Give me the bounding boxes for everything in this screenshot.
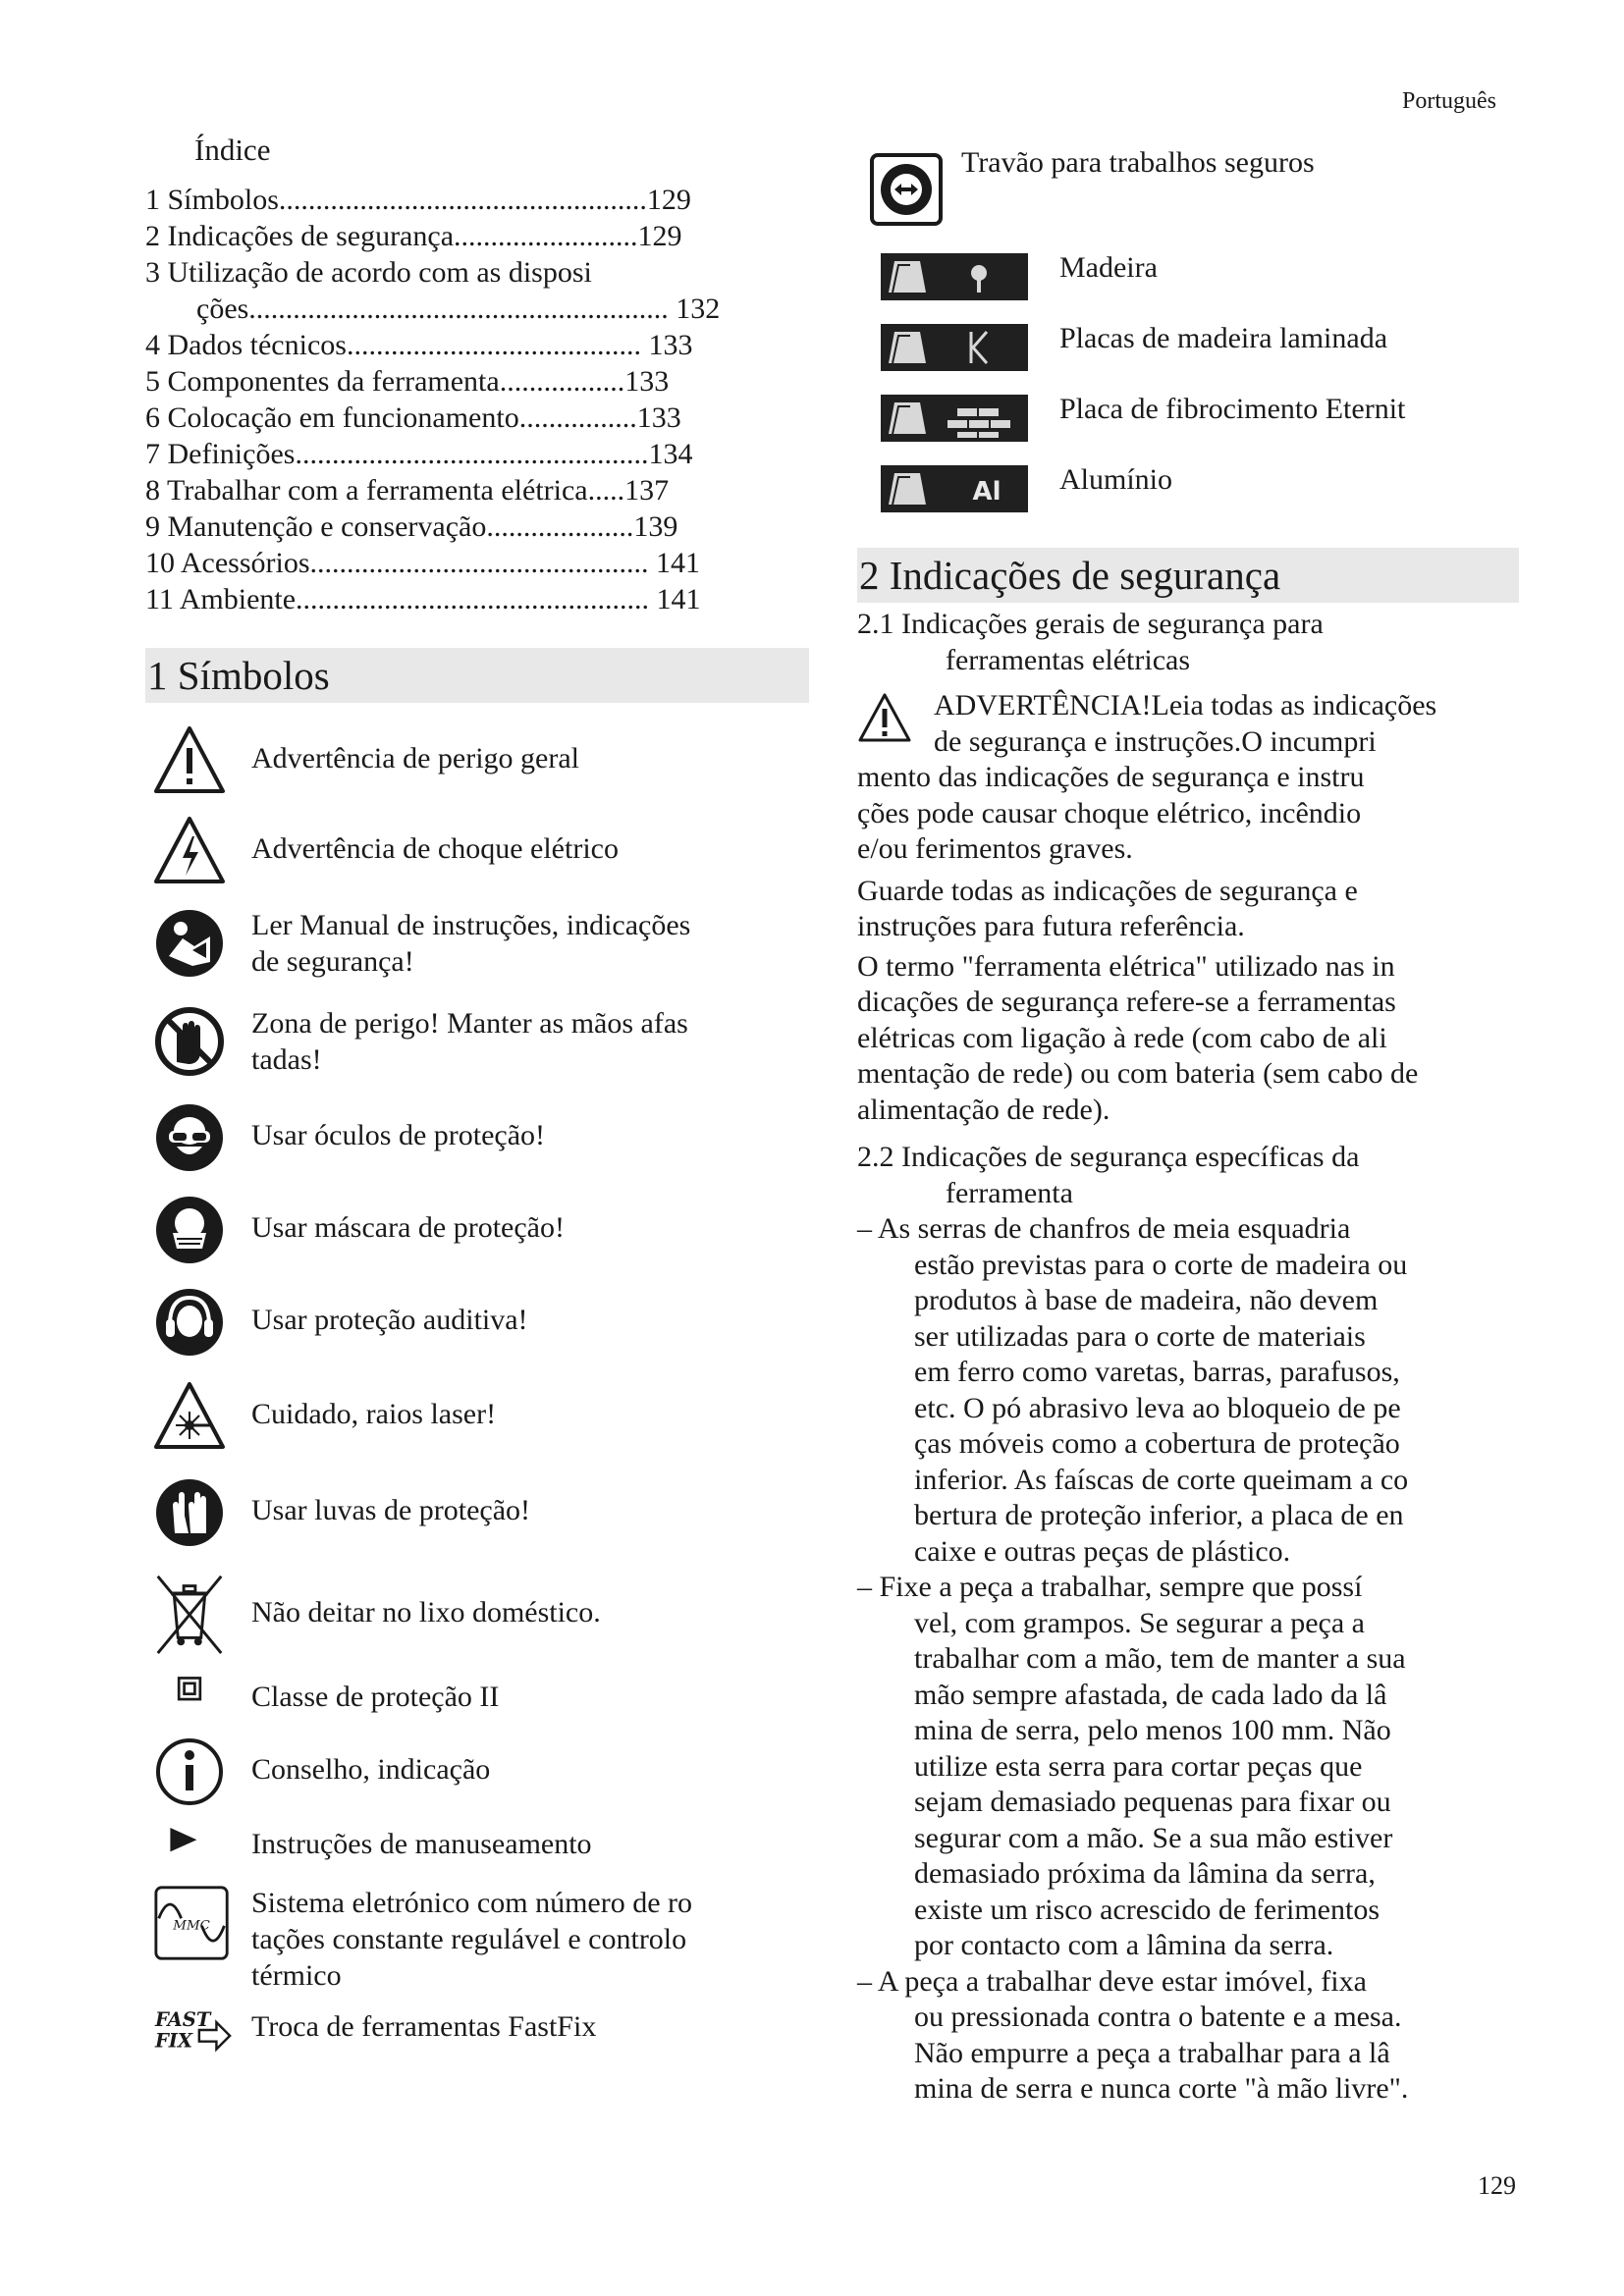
brake-label: Travão para trabalhos seguros (961, 146, 1315, 179)
bullet-line: mina de serra, pelo menos 100 mm. Não (914, 1714, 1391, 1746)
bullet-line: ou pressionada contra o batente e a mesa. (914, 2001, 1402, 2033)
bullet-line: Não empurre a peça a trabalhar para a lâ (914, 2036, 1390, 2069)
symbol-label: Conselho, indicação (251, 1753, 491, 1786)
bullet-line: – A peça a trabalhar deve estar imóvel, fixa (857, 1964, 1367, 1998)
material-label: Placa de fibrocimento Eternit (1059, 393, 1406, 425)
subsection-heading (857, 1140, 1525, 1211)
toc-entry: 1 Símbolos..................................................129 (145, 184, 691, 216)
symbol-label: tações constante regulável e controlo (251, 1923, 687, 1955)
dust-mask-icon (153, 1194, 226, 1266)
bullet-line: utilize esta serra para cortar peças que (914, 1749, 1363, 1783)
symbol-label: Não deitar no lixo doméstico. (251, 1596, 601, 1629)
fastfix-label-2: FIX (154, 2029, 193, 2053)
bullet-line: sejam demasiado pequenas para fixar ou (914, 1786, 1391, 1818)
info-icon (153, 1735, 226, 1808)
bullet-line: demasiado próxima da lâmina da serra, (914, 1857, 1376, 1890)
warning-line: mento das indicações de segurança e instru (857, 761, 1365, 793)
paragraph-line: dicações de segurança refere-se a ferramentas (857, 986, 1396, 1018)
bullet-line: – As serras de chanfros de meia esquadria (857, 1212, 1351, 1245)
symbol-label: tadas! (251, 1043, 322, 1076)
bullet-line: existe um risco acrescido de ferimentos (914, 1893, 1380, 1926)
bullet-line: caixe e outras peças de plástico. (914, 1534, 1291, 1568)
bullet-line: mão sempre afastada, de cada lado da lâ (914, 1678, 1387, 1711)
bullet-line: trabalhar com a mão, tem de manter a sua (914, 1642, 1406, 1675)
warning-line: ções pode causar choque elétrico, incêndio (857, 796, 1362, 829)
bullet-line: ser utilizadas para o corte de materiais (914, 1319, 1366, 1353)
fibre-cement-icon (881, 395, 1028, 442)
language-label: Português (1402, 88, 1496, 114)
page-number: 129 (1478, 2171, 1516, 2200)
toc-title: Índice (194, 133, 271, 167)
safety-glasses-icon (153, 1101, 226, 1174)
toc-entry: 7 Definições................................................134 (145, 438, 693, 470)
fastfix-icon (153, 2004, 234, 2054)
bullet-item (857, 1964, 1525, 2108)
aluminium-icon (881, 465, 1028, 512)
warning-block (857, 688, 1525, 868)
warning-line: e/ou ferimentos graves. (857, 832, 1133, 865)
bullet-line: estão previstas para o corte de madeira ou (914, 1248, 1408, 1281)
subsection-heading-line: ferramentas elétricas (946, 643, 1191, 676)
toc-entry: ções......................................................... 132 (196, 293, 721, 325)
aluminium-badge: Al (972, 477, 1001, 507)
paragraph (857, 874, 1525, 945)
toc-entry: 4 Dados técnicos........................................ 133 (145, 329, 693, 361)
paragraph (857, 949, 1525, 1129)
material-label: Alumínio (1059, 463, 1173, 496)
safety-body (857, 607, 1525, 2108)
warning-triangle-icon (153, 724, 226, 797)
subsection-heading-line: 2.1 Indicações gerais de segurança para (857, 608, 1324, 640)
laser-warning-icon (153, 1380, 226, 1453)
warning-triangle-icon (857, 692, 912, 743)
symbol-label: Advertência de perigo geral (251, 742, 579, 774)
symbol-label: Classe de proteção II (251, 1681, 500, 1713)
symbol-label: Usar proteção auditiva! (251, 1304, 528, 1336)
symbol-label: Cuidado, raios laser! (251, 1398, 497, 1430)
bullet-line: mina de serra e nunca corte "à mão livre". (914, 2072, 1409, 2105)
subsection-heading-line: ferramenta (946, 1176, 1073, 1209)
bullet-line: etc. O pó abrasivo leva ao bloqueio de pe (914, 1391, 1401, 1424)
paragraph-line: alimentação de rede). (857, 1093, 1110, 1126)
symbols-list (145, 0, 813, 2296)
ear-protection-icon (153, 1286, 226, 1359)
crossed-bin-icon (153, 1571, 226, 1657)
symbol-label: térmico (251, 1959, 342, 1992)
toc-entry: 10 Acessórios.............................................. 141 (145, 547, 700, 579)
bullet-line: em ferro como varetas, barras, parafusos, (914, 1356, 1400, 1388)
bullet-line: vel, com grampos. Se segurar a peça a (914, 1606, 1365, 1639)
paragraph-line: mentação de rede) ou com bateria (sem cabo de (857, 1057, 1419, 1090)
brake-row (869, 146, 1497, 240)
wood-icon (881, 253, 1028, 300)
toc-entry: 11 Ambiente................................................ 141 (145, 583, 701, 615)
section-title-safety: 2 Indicações de segurança (857, 548, 1519, 603)
read-manual-icon (153, 907, 226, 980)
symbol-label: de segurança! (251, 945, 414, 978)
symbol-label: Zona de perigo! Manter as mãos afas (251, 1007, 688, 1040)
symbol-label: Usar luvas de proteção! (251, 1494, 531, 1526)
toc-entry: 3 Utilização de acordo com as disposi (145, 256, 592, 289)
fastfix-label-1: FAST (154, 2008, 211, 2032)
mmc-label: MMC (173, 1918, 210, 1934)
gloves-icon (153, 1476, 226, 1549)
bullet-line: inferior. As faíscas de corte queimam a co (914, 1463, 1409, 1496)
bullet-line: bertura de proteção inferior, a placa de en (914, 1499, 1404, 1531)
bullet-line: ças móveis como a cobertura de proteção (914, 1427, 1400, 1460)
subsection-heading-line: 2.2 Indicações de segurança específicas da (857, 1141, 1360, 1173)
paragraph-line: instruções para futura referência. (857, 910, 1245, 942)
bullet-line: – Fixe a peça a trabalhar, sempre que possí (857, 1571, 1363, 1603)
brake-icon (869, 152, 944, 227)
laminated-wood-icon (881, 324, 1028, 371)
material-label: Madeira (1059, 251, 1158, 284)
symbol-label: Usar máscara de proteção! (251, 1211, 565, 1244)
section-title-symbols: 1 Símbolos (145, 648, 809, 703)
paragraph-line: elétricas com ligação à rede (com cabo de ali (857, 1021, 1387, 1054)
warning-line: ADVERTÊNCIA!Leia todas as indicações (934, 689, 1437, 721)
toc-entry: 9 Manutenção e conservação....................139 (145, 510, 678, 543)
class-ii-icon (153, 1669, 226, 1718)
bullet-line: produtos à base de madeira, não devem (914, 1284, 1379, 1316)
bullet-line: segurar com a mão. Se a sua mão estiver (914, 1821, 1393, 1854)
warning-line: de segurança e instruções.O incumpri (934, 724, 1377, 758)
toc-entry: 8 Trabalhar com a ferramenta elétrica.....137 (145, 474, 670, 507)
subsection-heading (857, 607, 1525, 678)
toc-entry: 6 Colocação em funcionamento................133 (145, 401, 681, 434)
symbol-label: Ler Manual de instruções, indicações (251, 909, 691, 941)
mmc-electronics-icon (153, 1885, 232, 1963)
toc-entry: 5 Componentes da ferramenta.................133 (145, 365, 670, 398)
symbol-label: Advertência de choque elétrico (251, 832, 619, 865)
materials-list (869, 253, 1497, 518)
symbol-label: Usar óculos de proteção! (251, 1119, 546, 1151)
bullet-item (857, 1570, 1525, 1964)
material-label: Placas de madeira laminada (1059, 322, 1388, 354)
electric-shock-icon (153, 815, 226, 887)
paragraph-line: O termo "ferramenta elétrica" utilizado nas in (857, 949, 1395, 983)
symbol-label: Troca de ferramentas FastFix (251, 2010, 597, 2043)
bullet-line: por contacto com a lâmina da serra. (914, 1929, 1334, 1961)
play-arrow-icon (153, 1824, 226, 1873)
symbol-label: Instruções de manuseamento (251, 1828, 592, 1860)
no-hands-icon (153, 1005, 226, 1078)
toc-entry: 2 Indicações de segurança.........................129 (145, 220, 682, 252)
paragraph-line: Guarde todas as indicações de segurança e (857, 874, 1358, 907)
bullet-item (857, 1211, 1525, 1570)
symbol-label: Sistema eletrónico com número de ro (251, 1887, 693, 1919)
